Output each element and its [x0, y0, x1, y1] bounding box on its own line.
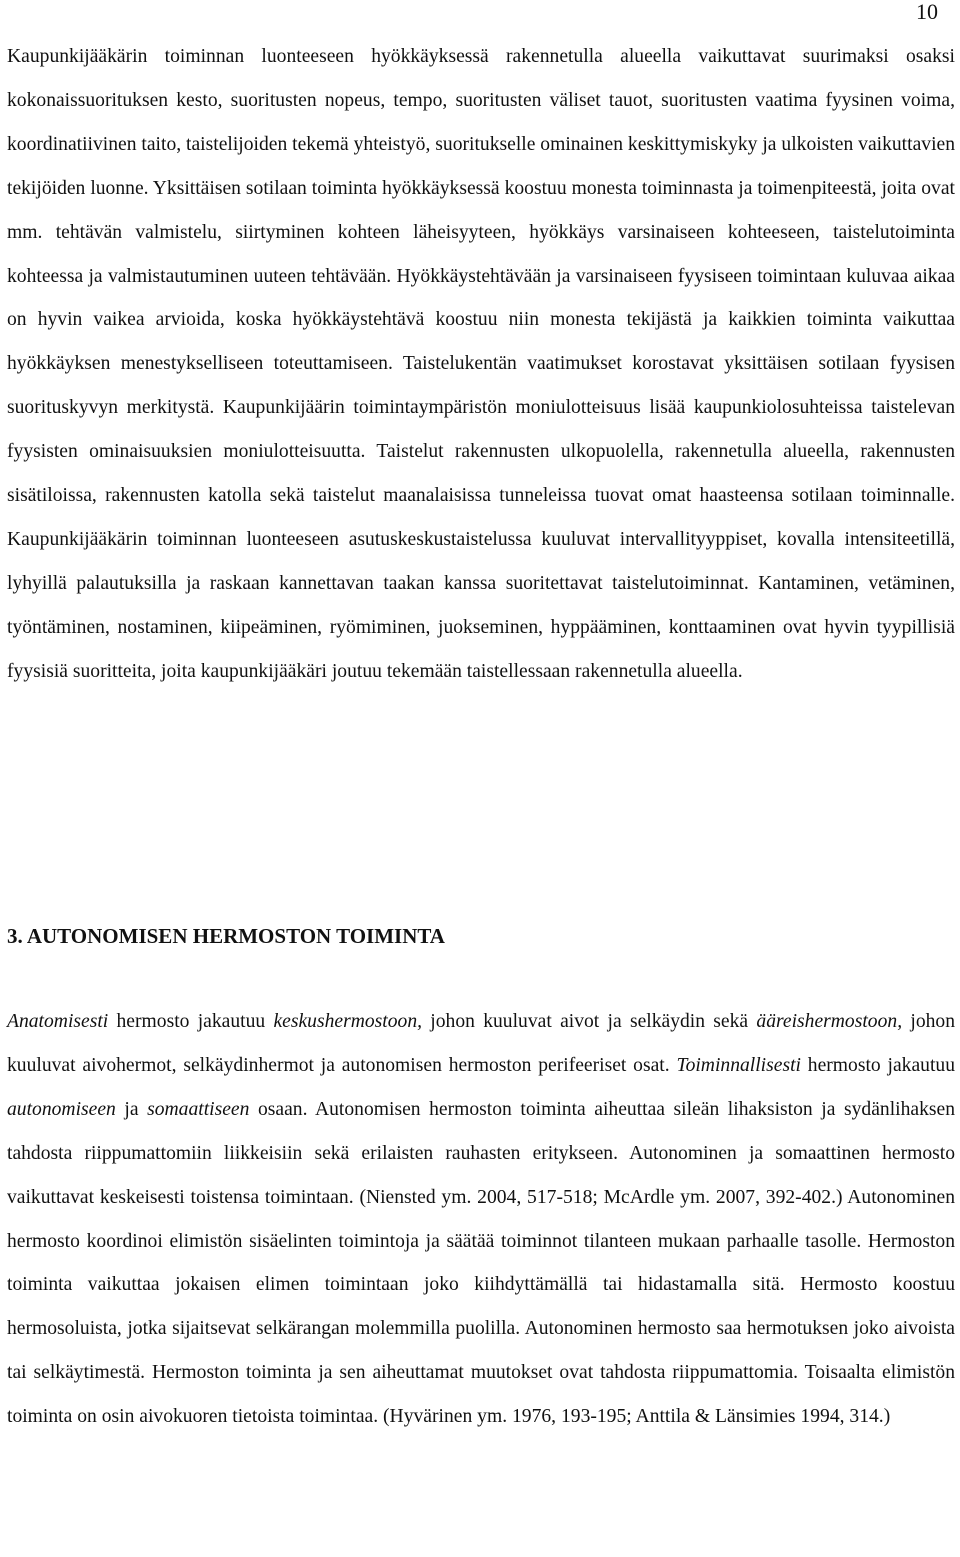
text-run: hermosto jakautuu — [800, 1054, 956, 1076]
italic-term-aareishermostoon: ääreishermostoon, — [756, 1011, 903, 1032]
text-run: ja — [115, 1098, 148, 1120]
body-paragraph-1: Kaupunkijääkärin toiminnan luonteeseen hyökkäyksessä rakennetulla alueella vaikuttavat suurimaksi osaksi kokonaissuorituksen kesto, suoritusten nopeus, tempo, suoritusten väliset tauot, suoritusten vaatima fyysinen voima, koordinatiivinen taito, taistelijoiden tekemä yhteistyö, suoritukselle ominainen keskittymiskyky ja ulkoisten vaikuttavien tekijöiden luonne. Yksittäisen sotilaan toiminta hyökkäyksessä koostuu monesta toiminnasta ja toimenpiteestä, joita ovat mm. tehtävän valmistelu, siirtyminen kohteen läheisyyteen, hyökkäys varsinaiseen kohteeseen, taistelutoiminta kohteessa ja valmistautuminen uuteen tehtävään. Hyökkäystehtävään ja varsinaiseen fyysiseen toimintaan kuluvaa aikaa on hyvin vaikea arvioida, koska hyökkäystehtävä koostuu niin monesta tekijästä ja kaikkien toiminta vaikuttaa hyökkäyksen menestykselliseen toteuttamiseen. Taistelukentän vaatimukset korostavat yksittäisen sotilaan fyysisen suorituskyvyn merkitystä. Kaupunkijäärin toimintaympäristön moniulotteisuus lisää kaupunkiolosuhteissa taistelevan fyysisten ominaisuuksien moniulotteisuutta. Taistelut rakennusten ulkopuolella, rakennetulla alueella, rakennusten sisätiloissa, rakennusten katolla sekä taistelut maanalaisissa tunneleissa tuovat omat haasteensa sotilaan toiminnalle. Kaupunkijääkärin toiminnan luonteeseen asutuskeskustaistelussa kuuluvat intervallityyppiset, kovalla intensiteetillä, lyhyillä palautuksilla ja raskaan kannettavan taakan kanssa suoritettavat taistelutoiminnat. Kantaminen, vetäminen, työntäminen, nostaminen, kiipeäminen, ryömiminen, juokseminen, hyppääminen, konttaaminen ovat hyvin tyypillisiä fyysisiä suoritteita, joita kaupunkijääkäri joutuu tekemään taistellessaan rakennetulla alueella. — [7, 46, 955, 682]
italic-term-keskushermostoon: keskushermostoon, — [273, 1011, 423, 1032]
text-run: osaan. Autonomisen hermoston toiminta aiheuttaa sileän lihaksiston ja sydänlihaksen tahdosta riippumattomiin liikkeisiin sekä erilaisten rauhasten eritykseen. Autonominen ja somaattinen hermosto vaikuttavat keskeisesti toistensa toimintaan. (Niensted ym. 2004, 517-518; McArdle ym. 2007, 392-402.) Autonominen hermosto koordinoi elimistön sisäelinten toimintoja ja säätää toiminnot tilanteen mukaan parhaalle tasolle. Hermoston toiminta vaikuttaa jokaisen elimen toimintaan joko kiihdyttämällä tai hidastamalla sitä. Hermosto koostuu hermosoluista, jotka sijaitsevat selkärangan molemmilla puolilla. Autonominen hermosto saa hermotuksen joko aivoista tai selkäytimestä. Hermoston toiminta ja sen aiheuttamat muutokset ovat tahdosta riippumattomia. Toisaalta elimistön toiminta on osin aivokuoren tietoista toimintaa. (Hyvärinen ym. 1976, 193-195; Anttila & Länsimies 1994, 314.) — [7, 1098, 955, 1428]
text-run: hermosto jakautuu — [108, 1011, 274, 1032]
italic-term-toiminnallisesti: Toiminnallisesti — [676, 1054, 801, 1076]
italic-term-anatomisesti: Anatomisesti — [7, 1011, 109, 1032]
text-run: johon kuuluvat aivot ja selkäydin sekä — [422, 1011, 757, 1032]
text-run: johon kuuluvat aivohermot, selkäydinhermot ja autonomisen hermoston perifeeriset osat. — [7, 1011, 956, 1076]
page-number: 10 — [916, 0, 938, 24]
italic-term-somaattiseen: somaattiseen — [147, 1098, 250, 1120]
italic-term-autonomiseen: autonomiseen — [7, 1098, 116, 1120]
body-paragraph-2 — [7, 1000, 955, 1439]
section-heading: 3. AUTONOMISEN HERMOSTON TOIMINTA — [7, 924, 445, 948]
